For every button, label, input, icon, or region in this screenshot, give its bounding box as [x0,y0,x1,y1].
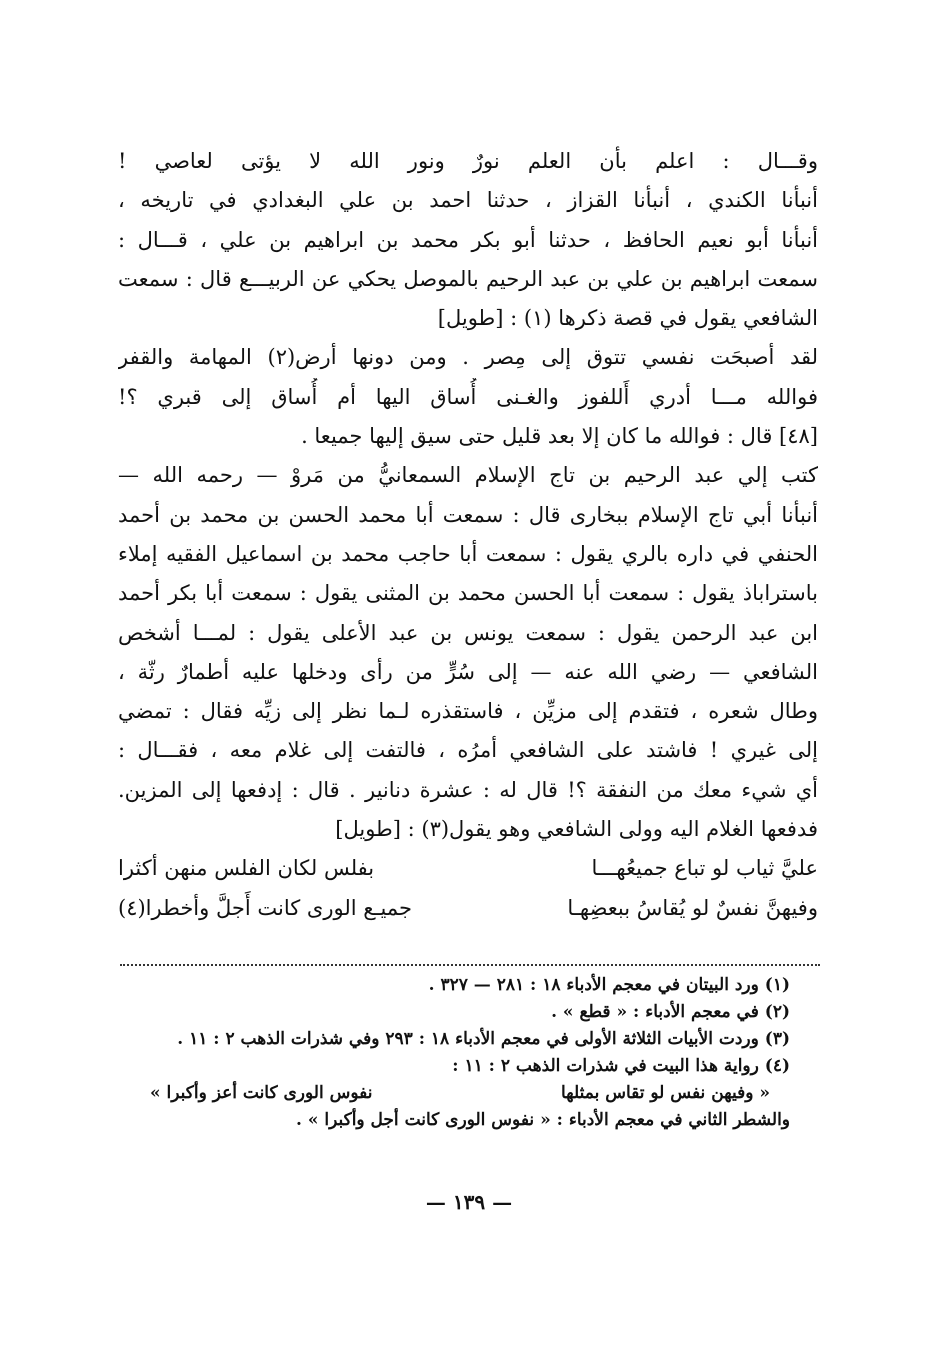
main-text [118,142,818,928]
text-line: كتب إلي عبد الرحيم بن تاج الإسلام السمعانيُّ من مَروْ — رحمه الله — [118,463,818,488]
text-line: باستراباذ يقول : سمعت أبا الحسن محمد بن المثنى يقول : سمعت أبا بكر أحمد [118,581,818,606]
footnote: (٢) في معجم الأدباء : « قطع » . [551,1002,790,1022]
verse-first-hemistich: وفيهنَّ نفسٌ لو يُقاسُ ببعضِهـا [567,895,818,920]
text-line: الحنفي في داره بالري يقول : سمعت أبا حاجب محمد بن اسماعيل الفقيه إملاء [118,541,818,566]
text-line: وقـــال : اعلم بأن العلم نورٌ ونور الله لا يؤتى لعاصي ! [118,149,818,173]
text-line: ابن عبد الرحمن يقول : سمعت يونس بن عبد الأعلى يقول : لمـــا أشخص [118,620,818,645]
page-number: — ١٣٩ — [425,1190,513,1214]
footnotes [130,972,790,1134]
verse-line: لقد أصبحَت نفسي تتوق إلى مِصر . ومن دونها أرض(٢) المهامة والقفر [118,345,818,370]
text-line: فدفعها الغلام اليه وولى الشافعي وهو يقول(٣) : [طويل] [335,817,818,842]
text-line: أنبأنا الكندي ، أنبأنا القزاز ، حدثنا احمد بن علي البغدادي في تاريخه ، [118,188,818,213]
poem-verse [118,889,818,928]
verse-line: فوالله مـــا أدري أَللفوز والغـنى أُساق اليها أم أُساق إلى قبري ؟! [118,384,818,409]
text-line: الشافعي يقول في قصة ذكرها (١) : [طويل] [437,306,818,331]
verse-second-hemistich: جميـع الورى كانت أَجلَّ وأخطرا(٤) [118,895,413,920]
footnote-verse [130,1080,790,1107]
footnote: (٣) وردت الأبيات الثلاثة الأولى في معجم الأدباء ١٨ : ٢٩٣ وفي شذرات الذهب ٢ : ١١ . [177,1029,790,1049]
footnote: (١) ورد البيتان في معجم الأدباء ١٨ : ٢٨١ — ٣٢٧ . [428,975,790,995]
text-line: الشافعي — رضي الله عنه — إلى سُرٍّ من رأى ودخلها عليه أطمارٌ رثّة ، [118,659,818,684]
footnote-divider [120,964,820,966]
footnote-verse-first: « وفيهن نفس لو تقاس بمثلها [560,1083,770,1103]
text-line: أنبأنا أبو نعيم الحافظ ، حدثنا أبو بكر محمد بن ابراهيم بن علي ، قـــال : [118,227,818,252]
text-line: إلى غيري ! فاشتد على الشافعي أمرُه ، فالتفت إلى غلام معه ، فقـــال : [118,738,818,763]
text-line: سمعت ابراهيم بن علي بن عبد الرحيم بالموصل يحكي عن الربيـــع قال : سمعت [118,266,818,291]
verse-first-hemistich: عليَّ ثياب لو تباع جميعُهـــا [591,856,818,881]
footnote: (٤) رواية هذا البيت في شذرات الذهب ٢ : ١١ : [452,1056,790,1076]
footnote-verse-second: نفوس الورى كانت أعز وأكبرا » [150,1083,373,1103]
text-line: وطال شعره ، فتقدم إلى مزيِّن ، فاستقذره لـما نظر إلى زيِّه فقال : تمضي [118,699,818,724]
footnote: والشطر الثاني في معجم الأدباء : « نفوس الورى كانت أجل وأكبرا » . [295,1110,790,1130]
text-line: أي شيء معك من النفقة ؟! قال له : عشرة دنانير . قال : إدفعها إلى المزين. [118,777,818,802]
verse-second-hemistich: بفلس لكان الفلس منهن أكثرا [118,856,375,881]
text-line: أنبأنا أبي تاج الإسلام ببخارى قال : سمعت أبا محمد الحسن بن محمد بن أحمد [118,502,818,527]
text-line: [٤٨] قال : فوالله ما كان إلا بعد قليل حتى سيق إليها جميعا . [301,424,818,449]
poem-verse [118,849,818,888]
